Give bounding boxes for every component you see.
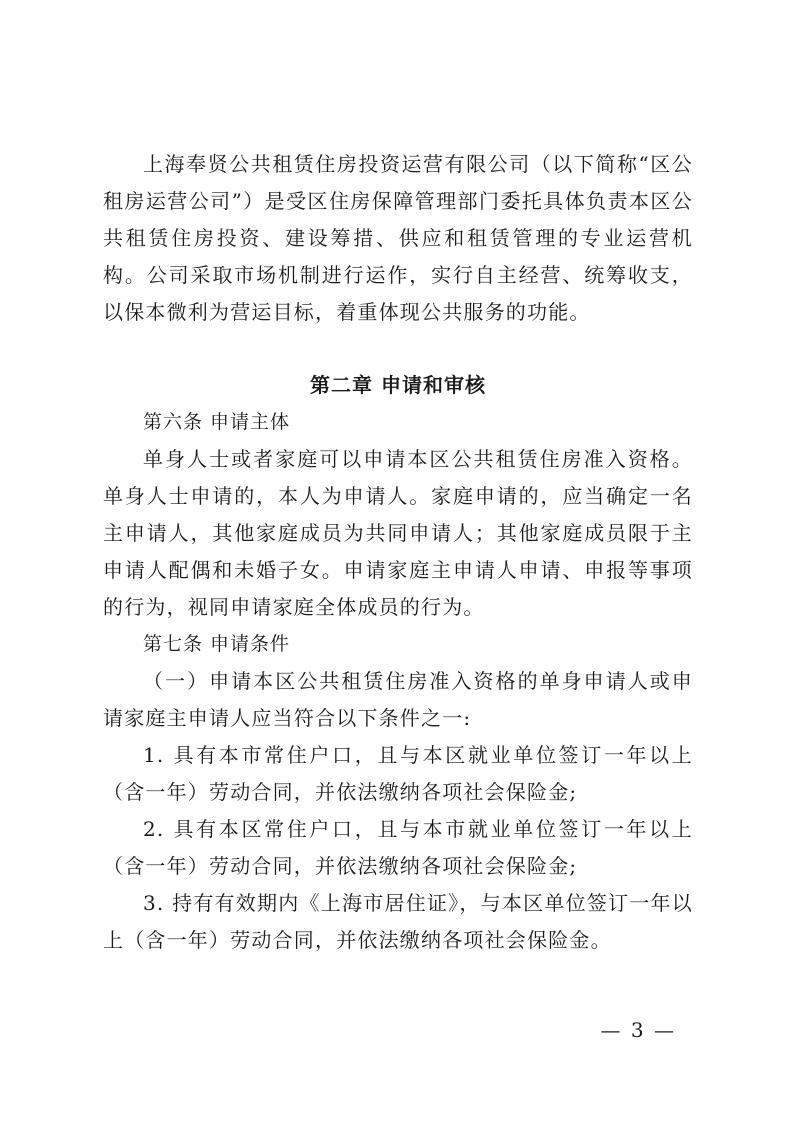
- chapter-title: 第二章 申请和审核: [310, 373, 486, 397]
- article-7-clause-1: （一）申请本区公共租赁住房准入资格的单身申请人或申请家庭主申请人应当符合以下条件之一:: [103, 669, 693, 730]
- article-7-item-3: 3. 持有有效期内《上海市居住证》，与本区单位签订一年以上（含一年）劳动合同，并依法缴纳各项社会保险金。: [103, 891, 693, 952]
- intro-paragraph: 上海奉贤公共租赁住房投资运营有限公司（以下简称“区公租房运营公司”）是受区住房保障管理部门委托具体负责本区公共租赁住房投资、建设筹措、供应和租赁管理的专业运营机构。公司采取市场机制进行运作，实行自主经营、统筹收支，以保本微利为营运目标，着重体现公共服务的功能。: [103, 152, 693, 324]
- article-6-heading: 第六条 申请主体: [143, 411, 291, 433]
- article-7-heading: 第七条 申请条件: [143, 633, 291, 655]
- document-body: [103, 146, 693, 959]
- article-7-item-2: 2. 具有本区常住户口，且与本市就业单位签订一年以上（含一年）劳动合同，并依法缴纳各项社会保险金;: [103, 817, 693, 878]
- page-number: — 3 —: [600, 1018, 676, 1042]
- article-7-item-1: 1. 具有本市常住户口，且与本区就业单位签订一年以上（含一年）劳动合同，并依法缴纳各项社会保险金;: [103, 743, 693, 804]
- article-6-paragraph: 单身人士或者家庭可以申请本区公共租赁住房准入资格。单身人士申请的，本人为申请人。家庭申请的，应当确定一名主申请人，其他家庭成员为共同申请人；其他家庭成员限于主申请人配偶和未婚子女。申请家庭主申请人申请、申报等事项的行为，视同申请家庭全体成员的行为。: [103, 447, 693, 619]
